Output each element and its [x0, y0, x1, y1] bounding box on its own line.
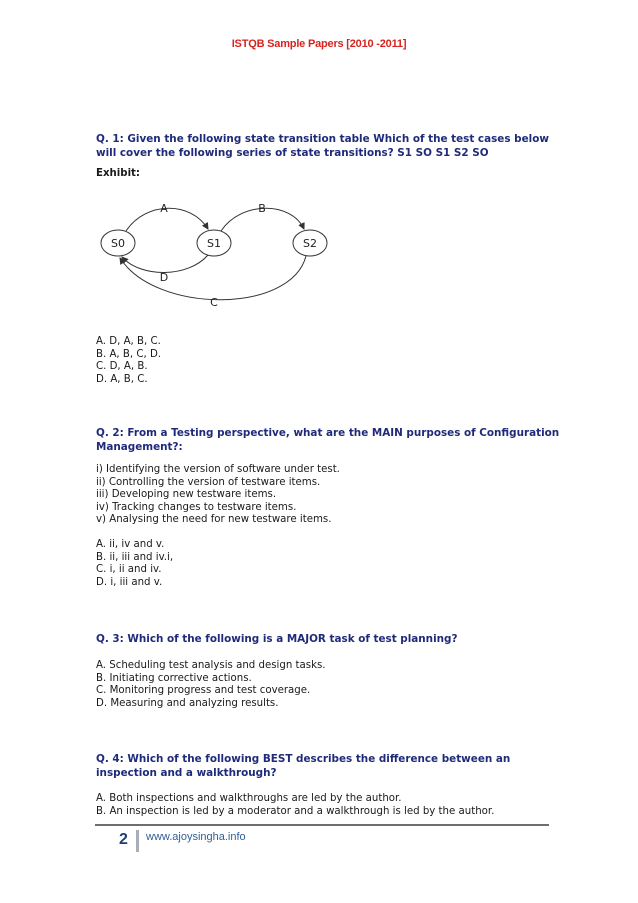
option-d: D. i, iii and v.: [96, 576, 163, 588]
q4-question: Q. 4: Which of the following BEST describes the difference between an inspection and a walkthrough?: [96, 753, 511, 779]
state-s2-label: S2: [303, 237, 317, 250]
option-d: D. A, B, C.: [96, 373, 148, 385]
option-a: A. Scheduling test analysis and design tasks.: [96, 660, 326, 671]
page-header-title: ISTQB Sample Papers [2010 -2011]: [231, 38, 407, 50]
option-c: C. i, ii and iv.: [96, 564, 162, 576]
footer-separator: [136, 830, 139, 852]
option-b: B. A, B, C, D.: [96, 348, 162, 360]
footer-divider: [95, 824, 549, 826]
option-c: C. D, A, B.: [96, 361, 148, 373]
q4-options: [96, 793, 566, 818]
transition-c: [120, 256, 306, 300]
state-transition-diagram: [96, 196, 346, 314]
transition-b-label: B: [258, 202, 266, 215]
option-b: B. An inspection is led by a moderator and a walkthrough is led by the author.: [96, 805, 495, 817]
footer-url-link[interactable]: www.ajoysingha.info: [146, 831, 246, 843]
transition-a-label: A: [160, 202, 168, 215]
statement: v) Analysing the need for new testware items.: [96, 514, 332, 526]
option-a: A. Both inspections and walkthroughs are led by the author.: [96, 793, 402, 804]
transition-c-label: C: [210, 296, 218, 309]
q2-question: Q. 2: From a Testing perspective, what are the MAIN purposes of Configuration Management?:: [96, 427, 560, 453]
page-number: 2: [119, 831, 128, 848]
option-c: C. Monitoring progress and test coverage.: [96, 685, 311, 697]
q2-options: [96, 539, 566, 589]
option-b: B. ii, iii and iv.i,: [96, 551, 174, 563]
option-d: D. Measuring and analyzing results.: [96, 697, 279, 709]
statement: i) Identifying the version of software under test.: [96, 464, 340, 475]
state-s0-label: S0: [111, 237, 125, 250]
statement: iv) Tracking changes to testware items.: [96, 501, 297, 513]
option-a: A. ii, iv and v.: [96, 539, 165, 550]
q2-statements: [96, 464, 566, 527]
q3-question: Q. 3: Which of the following is a MAJOR task of test planning?: [96, 633, 458, 645]
q1-options: [96, 336, 566, 386]
transition-d-label: D: [159, 271, 169, 284]
state-s1-label: S1: [207, 237, 221, 250]
transition-d: [122, 255, 208, 273]
q1-question: Q. 1: Given the following state transition table Which of the test cases below will cover the following series of state transitions? S1 SO S1 S2 SO: [96, 133, 549, 159]
statement: iii) Developing new testware items.: [96, 489, 277, 501]
q3-options: [96, 660, 566, 710]
exhibit-label: Exhibit:: [96, 168, 141, 179]
statement: ii) Controlling the version of testware items.: [96, 476, 321, 488]
option-a: A. D, A, B, C.: [96, 336, 161, 347]
option-b: B. Initiating corrective actions.: [96, 672, 252, 684]
